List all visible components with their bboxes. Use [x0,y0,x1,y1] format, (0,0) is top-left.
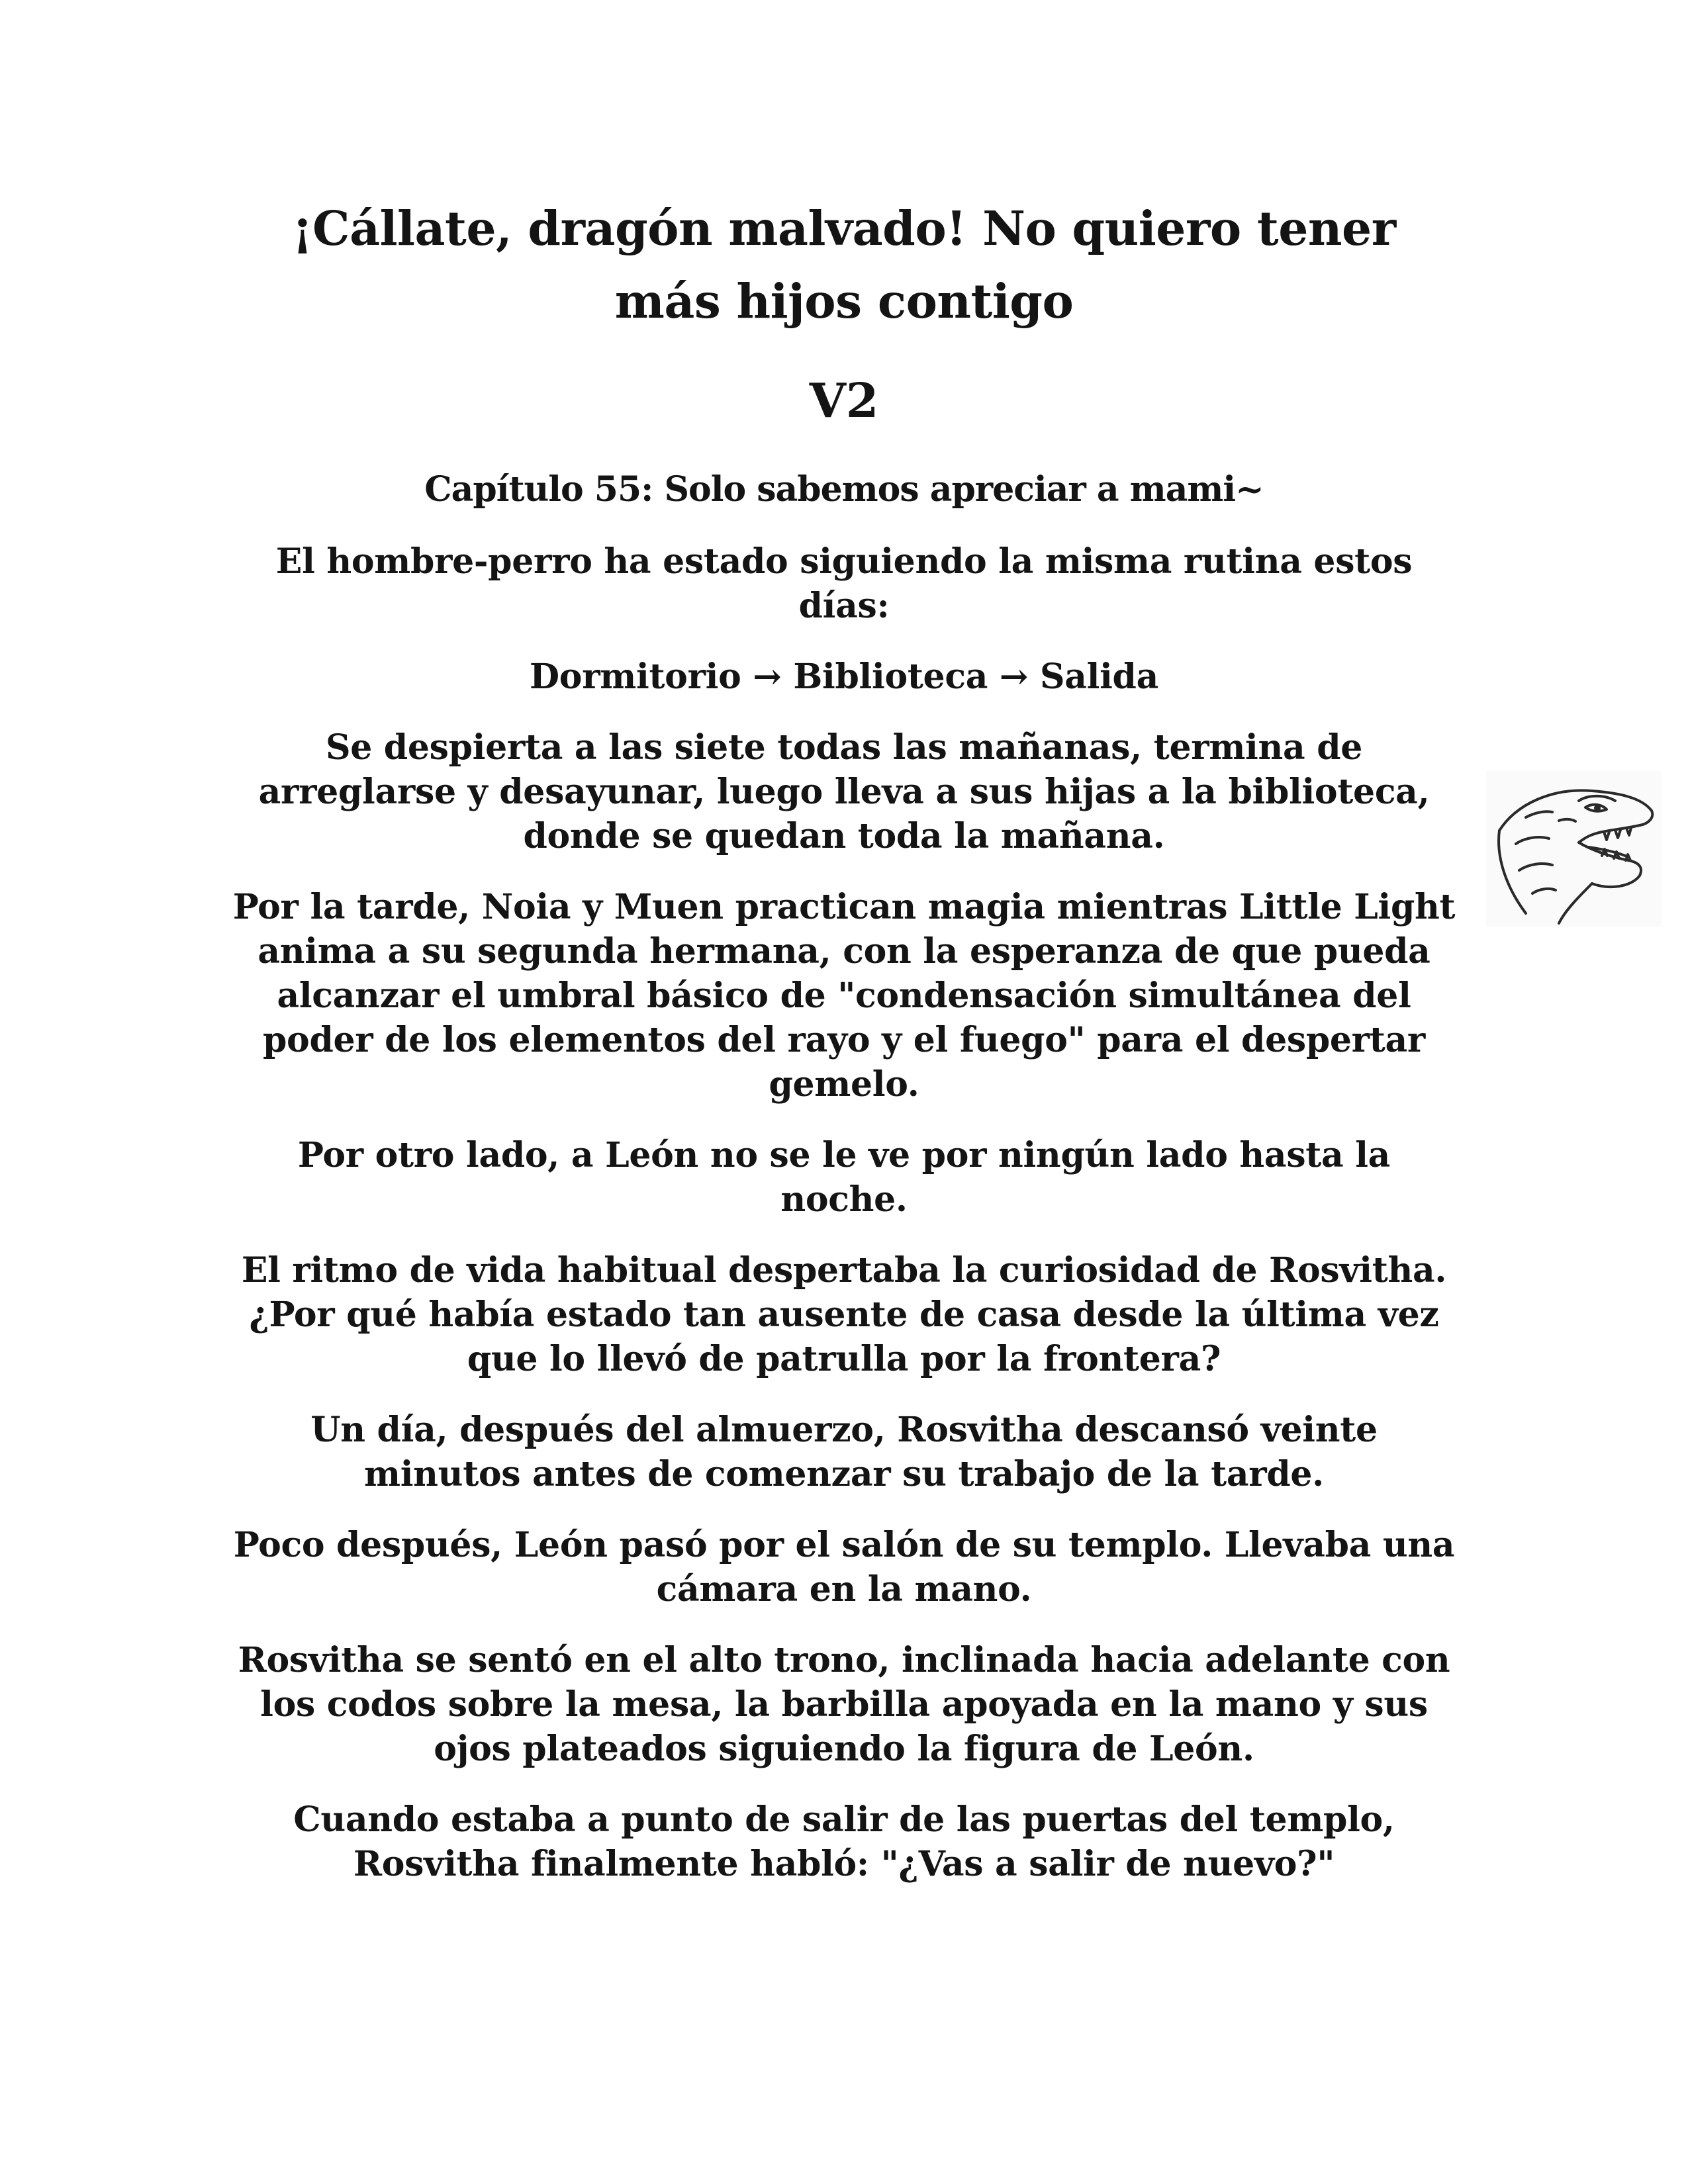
paragraph-1: El hombre-perro ha estado siguiendo la misma rutina estos días: [275,541,1413,626]
paragraph-8: Poco después, León pasó por el salón de su templo. Llevaba una cámara en la mano. [233,1525,1455,1610]
paragraph-6: El ritmo de vida habitual despertaba la curiosidad de Rosvitha. ¿Por qué había estado tan ausente de casa desde la última vez que lo llevó de patrulla por la frontera? [241,1250,1447,1379]
document-title: ¡Cállate, dragón malvado! No quiero tener más hijos contigo [292,201,1396,329]
paragraph-10: Cuando estaba a punto de salir de las puertas del templo, Rosvitha finalmente habló: "¿Vas a salir de nuevo?" [293,1799,1395,1884]
document-version: V2 [809,373,879,428]
paragraph-7: Un día, después del almuerzo, Rosvitha descansó veinte minutos antes de comenzar su trabajo de la tarde. [310,1410,1378,1494]
paragraph-2: Dormitorio → Biblioteca → Salida [530,657,1158,697]
chapter-heading: Capítulo 55: Solo sabemos apreciar a mami~ [424,469,1264,510]
paragraph-3: Se despierta a las siete todas las mañanas, termina de arreglarse y desayunar, luego lleva a sus hijas a la biblioteca, donde se quedan toda la mañana. [258,727,1430,856]
paragraph-5: Por otro lado, a León no se le ve por ningún lado hasta la noche. [297,1135,1391,1220]
paragraph-9: Rosvitha se sentó en el alto trono, inclinada hacia adelante con los codos sobre la mesa, la barbilla apoyada en la mano y sus ojos plateados siguiendo la figura de León. [238,1640,1450,1769]
paragraph-4: Por la tarde, Noia y Muen practican magia mientras Little Light anima a su segunda hermana, con la esperanza de que pueda alcanzar el umbral básico de "condensación simultánea del poder de los elementos del rayo y el fuego" para el despertar gemelo. [232,887,1456,1105]
document-page [232,192,1456,1886]
dinosaur-head-sketch-icon [1486,771,1662,927]
